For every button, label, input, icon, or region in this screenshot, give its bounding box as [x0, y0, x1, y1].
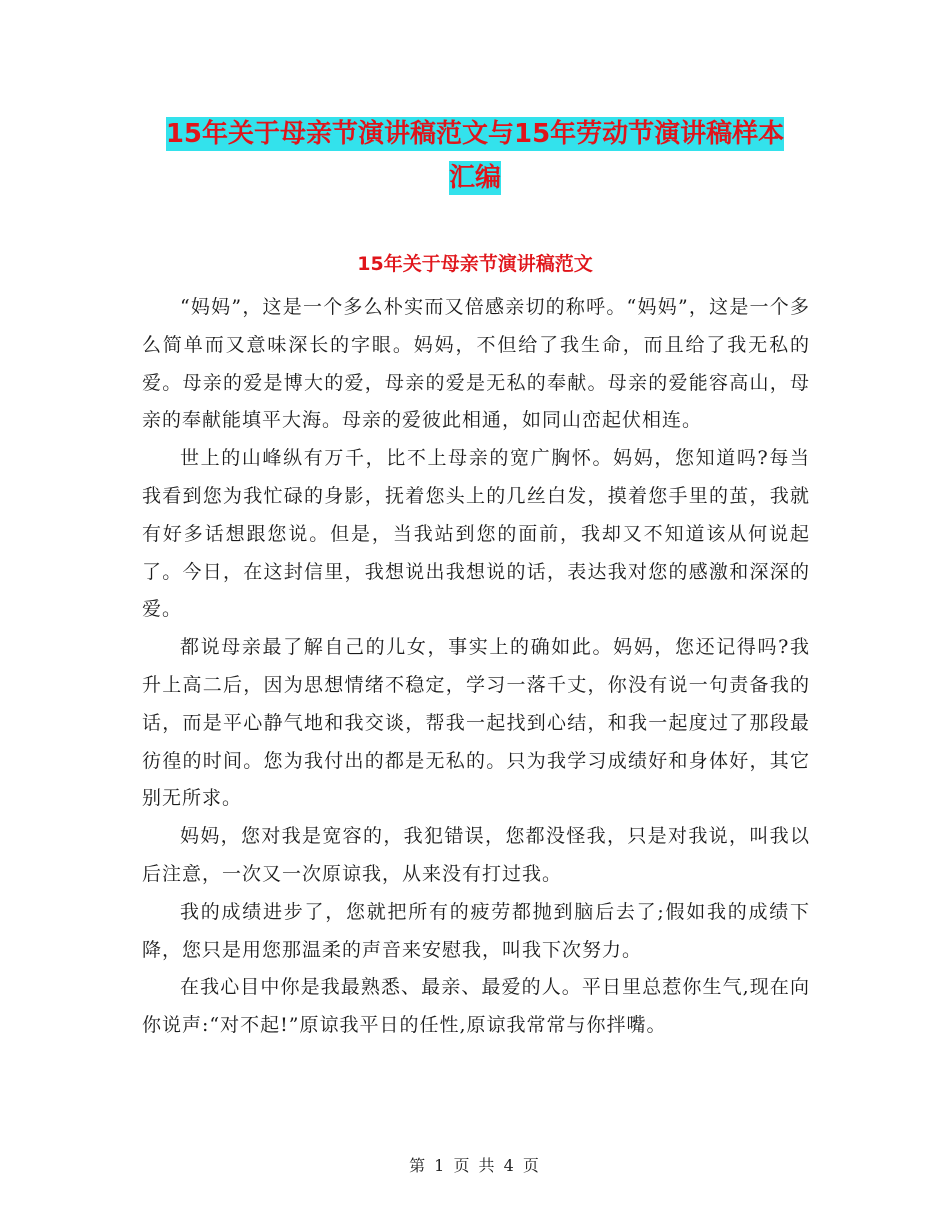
paragraph: 妈妈，您对我是宽容的，我犯错误，您都没怪我，只是对我说，叫我以后注意，一次又一次原谅我，从来没有打过我。 — [142, 825, 810, 885]
paragraph: “妈妈”，这是一个多么朴实而又倍感亲切的称呼。“妈妈”，这是一个多么简单而又意味深长的字眼。妈妈，不但给了我生命，而且给了我无私的爱。母亲的爱是博大的爱，母亲的爱是无私的奉献。母亲的爱能容高山，母亲的奉献能填平大海。母亲的爱彼此相通，如同山峦起伏相连。 — [142, 296, 810, 432]
body-text — [142, 289, 810, 1045]
page-footer: 第 1 页 共 4 页 — [409, 1156, 541, 1175]
paragraph: 都说母亲最了解自己的儿女，事实上的确如此。妈妈，您还记得吗?我升上高二后，因为思想情绪不稳定，学习一落千丈，你没有说一句责备我的话，而是平心静气地和我交谈，帮我一起找到心结，和我一起度过了那段最彷徨的时间。您为我付出的都是无私的。只为我学习成绩好和身体好，其它别无所求。 — [142, 636, 810, 810]
paragraph: 世上的山峰纵有万千，比不上母亲的宽广胸怀。妈妈，您知道吗?每当我看到您为我忙碌的身影，抚着您头上的几丝白发，摸着您手里的茧，我就有好多话想跟您说。但是，当我站到您的面前，我却又不知道该从何说起了。今日，在这封信里，我想说出我想说的话，表达我对您的感激和深深的爱。 — [142, 447, 810, 621]
section-title: 15年关于母亲节演讲稿范文 — [357, 253, 593, 275]
document-title-line1: 15年关于母亲节演讲稿范文与15年劳动节演讲稿样本 — [165, 119, 785, 149]
paragraph: 在我心目中你是我最熟悉、最亲、最爱的人。平日里总惹你生气,现在向你说声:“对不起!”原谅我平日的任性,原谅我常常与你拌嘴。 — [142, 976, 810, 1037]
paragraph: 我的成绩进步了，您就把所有的疲劳都抛到脑后去了;假如我的成绩下降，您只是用您那温柔的声音来安慰我，叫我下次努力。 — [142, 900, 810, 961]
document-title-line2: 汇编 — [448, 163, 501, 193]
document-title — [0, 112, 950, 200]
